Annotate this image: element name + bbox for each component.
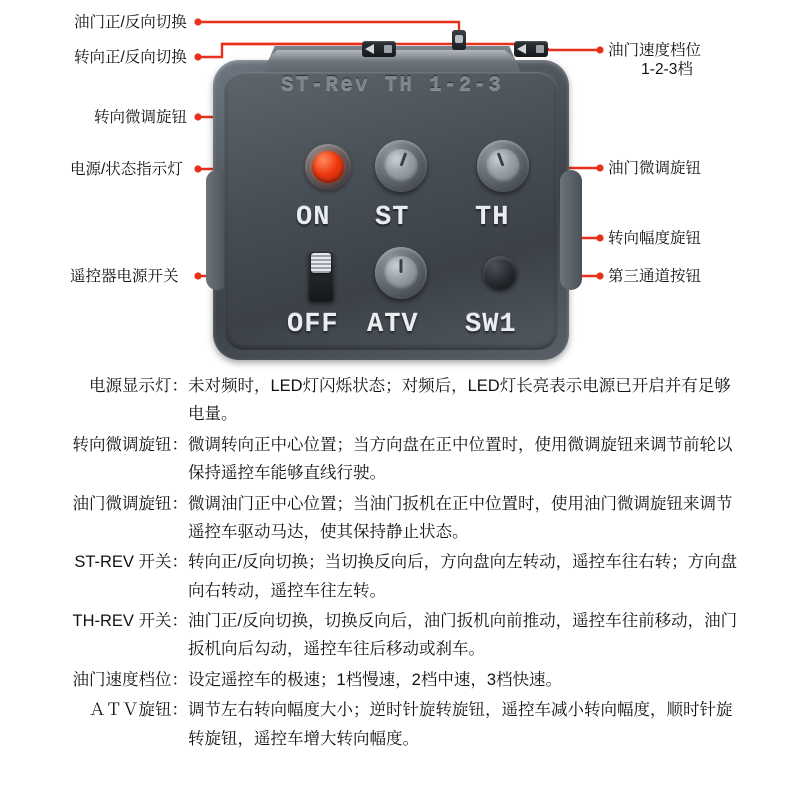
- callout-throttle-speed-gear: [608, 41, 758, 80]
- knob-face: [486, 149, 520, 183]
- note-body: 油门正/反向切换，切换反向后，油门扳机向前推动，遥控车往前移动，油门扳机向后勾动，遥控车往后移动或刹车。: [188, 612, 738, 659]
- throttle-trim-knob[interactable]: [477, 140, 529, 192]
- label-atv: ATV: [367, 310, 419, 340]
- note-term: 油门微调旋钮：: [72, 494, 188, 513]
- label-on: ON: [296, 203, 331, 233]
- knob-indicator: [400, 152, 408, 166]
- label-sw1: SW1: [465, 310, 517, 340]
- note-item: [56, 607, 744, 664]
- label-st: ST: [375, 203, 410, 233]
- label-th: TH: [475, 203, 510, 233]
- note-body: 转向正/反向切换；当切换反向后，方向盘向左转动，遥控车往右转；方向盘向右转动，遥控车往左转。: [188, 553, 738, 600]
- callout-steering-reverse-switch: 转向正/反向切换: [74, 49, 187, 66]
- power-status-led: [312, 151, 344, 183]
- th-speed-switch[interactable]: [514, 41, 548, 57]
- note-term: 电源显示灯：: [89, 377, 188, 395]
- sw1-third-channel-button[interactable]: [483, 256, 517, 290]
- th-rev-switch[interactable]: [452, 30, 466, 50]
- steering-trim-knob[interactable]: [375, 140, 427, 192]
- callout-steering-trim-knob: 转向微调旋钮: [94, 109, 188, 126]
- note-body: 微调油门正中心位置；当油门扳机在正中位置时，使用油门微调旋钮来调节遥控车驱动马达，使其保持静止状态。: [188, 494, 733, 541]
- note-item: [56, 490, 744, 547]
- note-term: TH-REV 开关：: [72, 612, 188, 630]
- note-term: 油门速度档位：: [72, 670, 188, 689]
- note-body: 设定遥控车的极速；1档慢速，2档中速，3档快速。: [188, 670, 563, 689]
- callout-speed-gear-line2: 1-2-3档: [641, 61, 693, 79]
- remote-control-diagram: [0, 0, 800, 372]
- knob-indicator: [400, 259, 403, 273]
- note-item: [56, 431, 744, 488]
- note-item: [56, 696, 744, 753]
- callout-throttle-trim-knob: 油门微调旋钮: [608, 160, 702, 177]
- callout-throttle-reverse-switch: 油门正/反向切换: [74, 14, 187, 31]
- top-engraved-label: ST-Rev TH 1-2-3: [280, 74, 504, 97]
- note-body: 调节左右转向幅度大小；逆时针旋转旋钮，遥控车减小转向幅度，顺时针旋转旋钮，遥控车增大转向幅度。: [188, 701, 733, 748]
- note-body: 未对频时，LED灯闪烁状态；对频后，LED灯长亮表示电源已开启并有足够电量。: [188, 377, 731, 424]
- note-term: ＡＴＶ旋钮：: [89, 701, 188, 720]
- callout-power-status-led: 电源/状态指示灯: [70, 161, 183, 178]
- label-off: OFF: [287, 310, 339, 340]
- note-body: 微调转向正中心位置；当方向盘在正中位置时，使用微调旋钮来调节前轮以保持遥控车能够直线行驶。: [188, 435, 733, 483]
- note-item: [56, 666, 744, 694]
- note-item: [56, 548, 744, 605]
- note-term: ST-REV 开关：: [74, 553, 188, 572]
- callout-third-channel-button: 第三通道按钮: [608, 268, 702, 285]
- callout-steering-rate-knob: 转向幅度旋钮: [608, 230, 702, 247]
- callout-remote-power-switch: 遥控器电源开关: [70, 268, 179, 285]
- atv-steering-rate-knob[interactable]: [375, 247, 427, 299]
- note-term: 转向微调旋钮：: [72, 435, 188, 454]
- st-rev-switch[interactable]: [362, 41, 396, 57]
- power-slide-knob[interactable]: [311, 253, 331, 273]
- right-grip: [560, 170, 582, 290]
- instruction-notes: [0, 372, 800, 755]
- knob-face: [384, 256, 418, 290]
- callout-speed-gear-line1: 油门速度档位: [608, 42, 702, 59]
- knob-indicator: [497, 152, 505, 166]
- knob-face: [384, 149, 418, 183]
- note-item: [56, 372, 744, 429]
